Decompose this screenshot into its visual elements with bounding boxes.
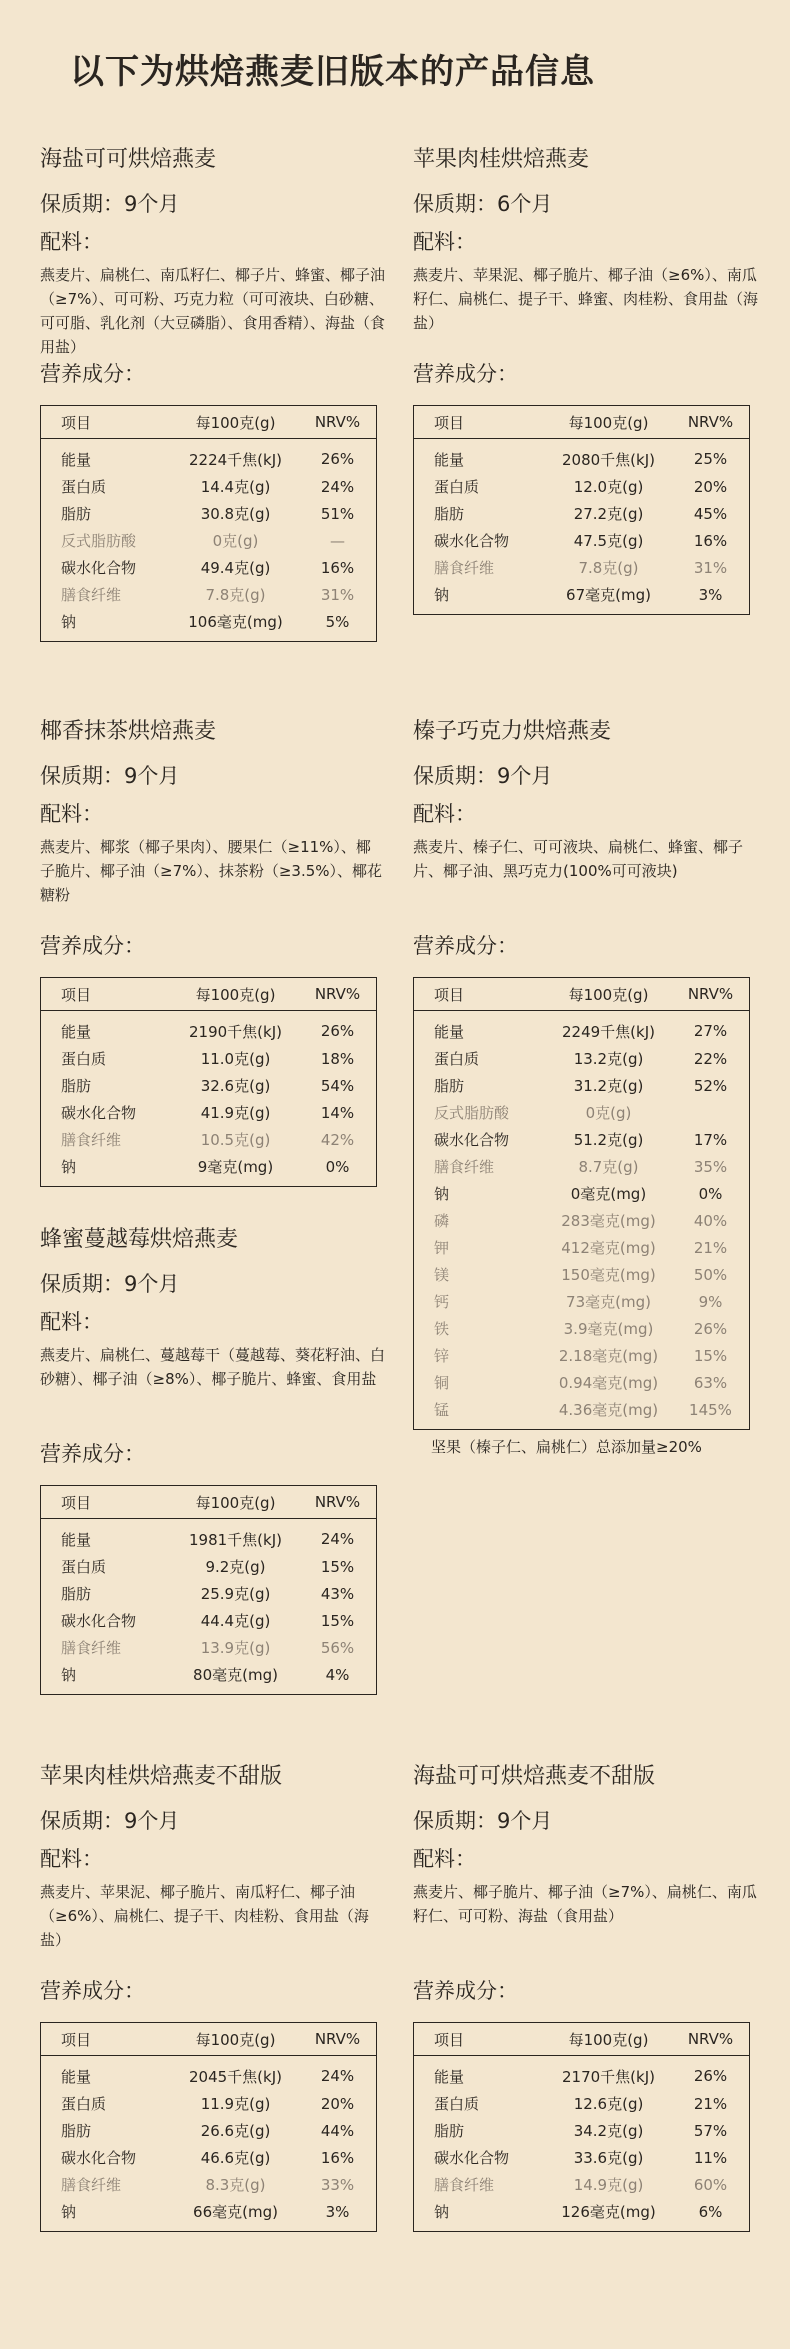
- nutrient-nrv: 33%: [320, 2175, 355, 2194]
- nutrient-nrv: 11%: [693, 2148, 728, 2167]
- table-row: [414, 1011, 750, 1046]
- nutrient-name: 钙: [434, 1293, 450, 1311]
- table-row: [41, 1045, 377, 1072]
- nutrient-name: 膳食纤维: [434, 1158, 495, 1176]
- table-header-row: [41, 2023, 377, 2056]
- nutrient-nrv: 145%: [689, 1400, 732, 1419]
- nutrient-value: 33.6克(g): [573, 2149, 644, 2167]
- table-row: [41, 2144, 377, 2171]
- nutrient-value: 44.4克(g): [200, 1612, 271, 1630]
- nutrient-nrv: 0%: [325, 1157, 350, 1176]
- nutrient-nrv: 57%: [693, 2121, 728, 2140]
- table-header-row: [414, 406, 750, 439]
- product-block: [40, 1762, 385, 2232]
- nutrient-name: 钠: [61, 613, 77, 631]
- nutrient-nrv: 63%: [693, 1373, 728, 1392]
- column-header: 项目: [41, 1486, 173, 1519]
- nutrition-table: [40, 977, 377, 1187]
- product-name: 苹果肉桂烘焙燕麦: [413, 147, 590, 172]
- nutrient-nrv: 24%: [320, 2067, 355, 2085]
- table-row: [41, 554, 377, 581]
- nutrient-nrv: 54%: [320, 1076, 355, 1095]
- table-header-row: [41, 406, 377, 439]
- nutrient-name: 碳水化合物: [434, 2149, 510, 2167]
- nutrient-value: 2190千焦(kJ): [189, 1022, 282, 1041]
- table-row: [41, 1011, 377, 1046]
- table-row: [41, 1580, 377, 1607]
- table-row: [414, 1315, 750, 1342]
- nutrient-value: 13.9克(g): [200, 1639, 271, 1657]
- nutrient-name: 碳水化合物: [61, 1104, 137, 1122]
- table-row: [41, 1126, 377, 1153]
- column-header: 每100克(g): [172, 1486, 299, 1519]
- table-row: [41, 2171, 377, 2198]
- nutrient-nrv: —: [330, 531, 345, 550]
- product-name: 椰香抹茶烘焙燕麦: [40, 719, 217, 744]
- nutrient-value: 14.9克(g): [573, 2176, 644, 2194]
- table-row: [414, 2090, 750, 2117]
- table-row: [414, 1207, 750, 1234]
- ingredients-label: 配料：: [40, 1847, 103, 1871]
- nutrient-name: 脂肪: [61, 1077, 92, 1095]
- nutrient-nrv: 16%: [693, 531, 728, 550]
- nutrient-value: 11.9克(g): [200, 2095, 271, 2113]
- table-row: [414, 2056, 750, 2091]
- column-header: NRV%: [299, 406, 377, 439]
- nutrient-nrv: 31%: [320, 585, 355, 604]
- table-row: [414, 2171, 750, 2198]
- nutrient-name: 能量: [61, 1530, 92, 1549]
- table-row: [41, 1099, 377, 1126]
- table-row: [41, 1553, 377, 1580]
- nutrient-value: 30.8克(g): [200, 505, 271, 523]
- nutrient-nrv: 42%: [320, 1130, 355, 1149]
- nutrient-nrv: 0%: [698, 1184, 723, 1203]
- nutrient-name: 碳水化合物: [61, 2149, 137, 2167]
- nutrient-name: 膳食纤维: [61, 2176, 122, 2194]
- ingredients-label: 配料：: [413, 1847, 476, 1871]
- product-name: 苹果肉桂烘焙燕麦不甜版: [40, 1764, 283, 1789]
- table-row: [41, 1519, 377, 1554]
- column-header: NRV%: [299, 978, 377, 1011]
- product-block: [413, 145, 758, 615]
- ingredients-label: 配料：: [413, 230, 476, 254]
- table-row: [41, 527, 377, 554]
- nutrient-value: 8.3克(g): [205, 2176, 266, 2194]
- product-name: 海盐可可烘焙燕麦不甜版: [413, 1764, 656, 1789]
- nutrient-nrv: 14%: [320, 1103, 355, 1122]
- nutrient-nrv: 6%: [698, 2202, 723, 2221]
- table-row: [414, 1045, 750, 1072]
- table-row: [41, 500, 377, 527]
- nutrient-value: 51.2克(g): [573, 1131, 644, 1149]
- ingredients-text: 燕麦片、椰子脆片、椰子油（≥7%）、扁桃仁、南瓜籽仁、可可粉、海盐（食用盐）: [413, 1883, 757, 1925]
- nutrient-name: 脂肪: [434, 2122, 465, 2140]
- nutrition-label: 营养成分：: [413, 1979, 518, 2003]
- nutrition-table: [413, 405, 750, 615]
- nutrient-nrv: 22%: [693, 1049, 728, 1068]
- nutrient-nrv: 44%: [320, 2121, 355, 2140]
- ingredients-text: 燕麦片、苹果泥、椰子脆片、椰子油（≥6%）、南瓜籽仁、扁桃仁、提子干、蜂蜜、肉桂粉、食用盐（海盐）: [413, 266, 759, 332]
- shelf-life: 保质期：9个月: [40, 764, 180, 788]
- table-header-row: [41, 978, 377, 1011]
- column-header: 项目: [41, 406, 173, 439]
- nutrient-value: 12.6克(g): [573, 2095, 644, 2113]
- product-block: [413, 1762, 758, 2232]
- nutrient-nrv: [672, 1099, 750, 1126]
- product-block: [40, 145, 385, 642]
- table-row: [41, 1661, 377, 1695]
- ingredients-text: 燕麦片、椰浆（椰子果肉）、腰果仁（≥11%）、椰子脆片、椰子油（≥7%）、抹茶粉（≥3.5%）、椰花糖粉: [40, 838, 383, 904]
- nutrient-value: 0克(g): [585, 1104, 632, 1122]
- nutrient-name: 钠: [61, 1158, 77, 1176]
- nutrient-value: 32.6克(g): [200, 1077, 271, 1095]
- nutrient-name: 能量: [61, 1022, 92, 1041]
- nutrient-name: 能量: [61, 2067, 92, 2086]
- table-header-row: [414, 978, 750, 1011]
- nutrient-nrv: 26%: [693, 2067, 728, 2085]
- nutrient-value: 1981千焦(kJ): [189, 1530, 282, 1549]
- column-header: 项目: [414, 406, 546, 439]
- nutrient-value: 8.7克(g): [578, 1158, 639, 1176]
- nutrient-name: 碳水化合物: [61, 559, 137, 577]
- nutrient-name: 能量: [434, 1022, 465, 1041]
- table-row: [414, 1396, 750, 1430]
- nutrient-nrv: 24%: [320, 477, 355, 496]
- table-row: [414, 1234, 750, 1261]
- nutrient-value: 12.0克(g): [573, 478, 644, 496]
- nutrient-nrv: 15%: [693, 1346, 728, 1365]
- column-header: NRV%: [672, 406, 750, 439]
- nutrient-value: 31.2克(g): [573, 1077, 644, 1095]
- nutrient-value: 3.9毫克(mg): [563, 1320, 654, 1338]
- column-header: 每100克(g): [545, 406, 672, 439]
- nutrient-value: 2045千焦(kJ): [189, 2067, 282, 2086]
- column-header: 项目: [414, 2023, 546, 2056]
- table-header-row: [414, 2023, 750, 2056]
- column-header: 每100克(g): [545, 2023, 672, 2056]
- nutrient-name: 反式脂肪酸: [61, 532, 137, 550]
- nutrient-name: 碳水化合物: [434, 532, 510, 550]
- ingredients-label: 配料：: [40, 802, 103, 826]
- nutrient-value: 66毫克(mg): [193, 2203, 278, 2221]
- shelf-life: 保质期：6个月: [413, 192, 553, 216]
- nutrient-nrv: 21%: [693, 2094, 728, 2113]
- nutrient-value: 2249千焦(kJ): [562, 1022, 655, 1041]
- table-row: [41, 1153, 377, 1187]
- table-row: [414, 1099, 750, 1126]
- table-row: [414, 2117, 750, 2144]
- nutrient-name: 能量: [434, 450, 465, 469]
- nutrient-nrv: 60%: [693, 2175, 728, 2194]
- nutrient-name: 脂肪: [61, 2122, 92, 2140]
- nutrient-value: 47.5克(g): [573, 532, 644, 550]
- nutrition-table: [40, 405, 377, 642]
- nutrient-value: 11.0克(g): [200, 1050, 271, 1068]
- column-header: 项目: [41, 2023, 173, 2056]
- product-block: [40, 717, 385, 1187]
- nutrition-label: 营养成分：: [40, 362, 145, 386]
- nutrient-nrv: 3%: [698, 585, 723, 604]
- nutrient-nrv: 17%: [693, 1130, 728, 1149]
- ingredients-text: 燕麦片、苹果泥、椰子脆片、南瓜籽仁、椰子油（≥6%）、扁桃仁、提子干、肉桂粉、食用盐（海盐）: [40, 1883, 369, 1949]
- nutrient-name: 碳水化合物: [434, 1131, 510, 1149]
- nut-content-note: 坚果（榛子仁、扁桃仁）总添加量≥20%: [431, 1438, 702, 1456]
- nutrient-value: 283毫克(mg): [561, 1212, 656, 1230]
- nutrient-value: 26.6克(g): [200, 2122, 271, 2140]
- nutrient-value: 2170千焦(kJ): [562, 2067, 655, 2086]
- column-header: NRV%: [299, 1486, 377, 1519]
- nutrient-nrv: 45%: [693, 504, 728, 523]
- table-row: [41, 439, 377, 474]
- column-header: 每100克(g): [172, 2023, 299, 2056]
- table-row: [414, 527, 750, 554]
- nutrition-table: [40, 2022, 377, 2232]
- nutrient-nrv: 9%: [698, 1292, 723, 1311]
- nutrient-nrv: 25%: [693, 450, 728, 468]
- nutrient-nrv: 20%: [320, 2094, 355, 2113]
- column-header: NRV%: [299, 2023, 377, 2056]
- nutrient-nrv: 26%: [320, 1022, 355, 1040]
- nutrient-name: 能量: [434, 2067, 465, 2086]
- nutrient-value: 412毫克(mg): [561, 1239, 656, 1257]
- product-block: [40, 1225, 385, 1695]
- table-row: [414, 473, 750, 500]
- column-header: 每100克(g): [172, 406, 299, 439]
- page-title: 以下为烘焙燕麦旧版本的产品信息: [70, 52, 595, 92]
- nutrient-name: 锌: [434, 1347, 450, 1365]
- nutrient-value: 7.8克(g): [578, 559, 639, 577]
- table-row: [414, 554, 750, 581]
- table-row: [414, 1072, 750, 1099]
- product-block: [413, 717, 758, 1457]
- column-header: 项目: [414, 978, 546, 1011]
- nutrient-nrv: 50%: [693, 1265, 728, 1284]
- table-row: [414, 1126, 750, 1153]
- nutrient-value: 73毫克(mg): [566, 1293, 651, 1311]
- nutrient-name: 蛋白质: [434, 2095, 480, 2113]
- nutrient-value: 2.18毫克(mg): [558, 1347, 659, 1365]
- table-row: [414, 581, 750, 615]
- nutrient-nrv: 31%: [693, 558, 728, 577]
- nutrient-name: 蛋白质: [61, 2095, 107, 2113]
- nutrient-name: 钠: [434, 586, 450, 604]
- nutrient-value: 34.2克(g): [573, 2122, 644, 2140]
- nutrient-value: 9毫克(mg): [197, 1158, 274, 1176]
- nutrient-value: 4.36毫克(mg): [558, 1401, 659, 1419]
- nutrient-name: 钠: [61, 2203, 77, 2221]
- table-row: [414, 1288, 750, 1315]
- nutrient-name: 蛋白质: [434, 478, 480, 496]
- shelf-life: 保质期：9个月: [40, 1809, 180, 1833]
- nutrition-label: 营养成分：: [40, 934, 145, 958]
- ingredients-text: 燕麦片、扁桃仁、南瓜籽仁、椰子片、蜂蜜、椰子油（≥7%）、可可粉、巧克力粒（可可液块、白砂糖、可可脂、乳化剂（大豆磷脂）、食用香精）、海盐（食用盐）: [40, 266, 386, 356]
- nutrient-nrv: 21%: [693, 1238, 728, 1257]
- nutrient-name: 蛋白质: [61, 1050, 107, 1068]
- nutrient-value: 126毫克(mg): [561, 2203, 656, 2221]
- column-header: NRV%: [672, 2023, 750, 2056]
- table-row: [41, 1634, 377, 1661]
- nutrient-nrv: 35%: [693, 1157, 728, 1176]
- table-row: [41, 2090, 377, 2117]
- nutrition-label: 营养成分：: [40, 1442, 145, 1466]
- nutrient-value: 0毫克(mg): [570, 1185, 647, 1203]
- nutrient-name: 钠: [434, 1185, 450, 1203]
- product-name: 榛子巧克力烘焙燕麦: [413, 719, 612, 744]
- nutrient-name: 锰: [434, 1401, 450, 1419]
- nutrient-nrv: 16%: [320, 558, 355, 577]
- nutrient-value: 10.5克(g): [200, 1131, 271, 1149]
- product-name: 海盐可可烘焙燕麦: [40, 147, 217, 172]
- nutrient-value: 150毫克(mg): [561, 1266, 656, 1284]
- nutrient-name: 脂肪: [61, 1585, 92, 1603]
- nutrient-name: 能量: [61, 450, 92, 469]
- column-header: 每100克(g): [545, 978, 672, 1011]
- nutrient-nrv: 43%: [320, 1584, 355, 1603]
- table-row: [414, 1369, 750, 1396]
- nutrient-name: 钠: [61, 1666, 77, 1684]
- nutrient-name: 蛋白质: [61, 478, 107, 496]
- nutrient-name: 铜: [434, 1374, 450, 1392]
- nutrient-value: 7.8克(g): [205, 586, 266, 604]
- product-name: 蜂蜜蔓越莓烘焙燕麦: [40, 1227, 239, 1252]
- table-row: [414, 2144, 750, 2171]
- nutrient-nrv: 26%: [320, 450, 355, 468]
- ingredients-text: 燕麦片、榛子仁、可可液块、扁桃仁、蜂蜜、椰子片、椰子油、黑巧克力(100%可可液块): [413, 838, 744, 880]
- nutrient-name: 铁: [434, 1320, 450, 1338]
- nutrient-value: 46.6克(g): [200, 2149, 271, 2167]
- nutrient-nrv: 18%: [320, 1049, 355, 1068]
- nutrient-name: 钾: [434, 1239, 450, 1257]
- table-row: [414, 2198, 750, 2232]
- nutrient-nrv: 15%: [320, 1557, 355, 1576]
- nutrition-label: 营养成分：: [413, 362, 518, 386]
- nutrient-name: 脂肪: [61, 505, 92, 523]
- nutrient-nrv: 15%: [320, 1611, 355, 1630]
- table-row: [41, 1072, 377, 1099]
- nutrient-name: 蛋白质: [434, 1050, 480, 1068]
- nutrient-nrv: 24%: [320, 1530, 355, 1548]
- nutrient-nrv: 52%: [693, 1076, 728, 1095]
- table-row: [41, 2117, 377, 2144]
- table-header-row: [41, 1486, 377, 1519]
- nutrient-value: 25.9克(g): [200, 1585, 271, 1603]
- nutrient-value: 2080千焦(kJ): [562, 450, 655, 469]
- table-row: [414, 1261, 750, 1288]
- nutrient-nrv: 3%: [325, 2202, 350, 2221]
- table-row: [41, 1607, 377, 1634]
- nutrient-value: 13.2克(g): [573, 1050, 644, 1068]
- nutrient-nrv: 51%: [320, 504, 355, 523]
- nutrient-nrv: 20%: [693, 477, 728, 496]
- nutrient-name: 膳食纤维: [434, 559, 495, 577]
- column-header: 每100克(g): [172, 978, 299, 1011]
- table-row: [414, 500, 750, 527]
- nutrition-table: [40, 1485, 377, 1695]
- nutrient-value: 9.2克(g): [205, 1558, 266, 1576]
- nutrition-table: [413, 2022, 750, 2232]
- column-header: 项目: [41, 978, 173, 1011]
- nutrient-value: 80毫克(mg): [193, 1666, 278, 1684]
- nutrition-label: 营养成分：: [413, 934, 518, 958]
- nutrient-nrv: 4%: [325, 1665, 350, 1684]
- nutrient-nrv: 5%: [325, 612, 350, 631]
- table-row: [414, 439, 750, 474]
- ingredients-text: 燕麦片、扁桃仁、蔓越莓干（蔓越莓、葵花籽油、白砂糖）、椰子油（≥8%）、椰子脆片、蜂蜜、食用盐: [40, 1346, 386, 1388]
- shelf-life: 保质期：9个月: [40, 192, 180, 216]
- nutrient-name: 钠: [434, 2203, 450, 2221]
- nutrient-value: 0克(g): [212, 532, 259, 550]
- nutrient-nrv: 27%: [693, 1022, 728, 1040]
- nutrient-value: 41.9克(g): [200, 1104, 271, 1122]
- nutrient-name: 膳食纤维: [434, 2176, 495, 2194]
- nutrient-value: 0.94毫克(mg): [558, 1374, 659, 1392]
- nutrient-name: 膳食纤维: [61, 1639, 122, 1657]
- nutrient-name: 脂肪: [434, 505, 465, 523]
- table-row: [41, 473, 377, 500]
- nutrient-name: 碳水化合物: [61, 1612, 137, 1630]
- nutrient-name: 磷: [434, 1212, 450, 1230]
- shelf-life: 保质期：9个月: [413, 1809, 553, 1833]
- table-row: [41, 2198, 377, 2232]
- table-row: [41, 2056, 377, 2091]
- nutrient-name: 脂肪: [434, 1077, 465, 1095]
- nutrient-nrv: 26%: [693, 1319, 728, 1338]
- nutrient-name: 膳食纤维: [61, 586, 122, 604]
- table-row: [414, 1342, 750, 1369]
- shelf-life: 保质期：9个月: [413, 764, 553, 788]
- nutrient-nrv: 56%: [320, 1638, 355, 1657]
- table-row: [414, 1180, 750, 1207]
- nutrient-value: 67毫克(mg): [566, 586, 651, 604]
- nutrient-name: 蛋白质: [61, 1558, 107, 1576]
- nutrient-nrv: 16%: [320, 2148, 355, 2167]
- nutrient-value: 106毫克(mg): [188, 613, 283, 631]
- nutrition-table: [413, 977, 750, 1430]
- nutrition-label: 营养成分：: [40, 1979, 145, 2003]
- ingredients-label: 配料：: [40, 230, 103, 254]
- nutrient-name: 反式脂肪酸: [434, 1104, 510, 1122]
- ingredients-label: 配料：: [413, 802, 476, 826]
- nutrient-nrv: 40%: [693, 1211, 728, 1230]
- nutrient-name: 膳食纤维: [61, 1131, 122, 1149]
- shelf-life: 保质期：9个月: [40, 1272, 180, 1296]
- table-row: [41, 608, 377, 642]
- nutrient-value: 49.4克(g): [200, 559, 271, 577]
- table-row: [414, 1153, 750, 1180]
- nutrient-value: 14.4克(g): [200, 478, 271, 496]
- nutrient-value: 27.2克(g): [573, 505, 644, 523]
- nutrient-name: 镁: [434, 1266, 450, 1284]
- nutrient-value: 2224千焦(kJ): [189, 450, 282, 469]
- column-header: NRV%: [672, 978, 750, 1011]
- ingredients-label: 配料：: [40, 1310, 103, 1334]
- table-row: [41, 581, 377, 608]
